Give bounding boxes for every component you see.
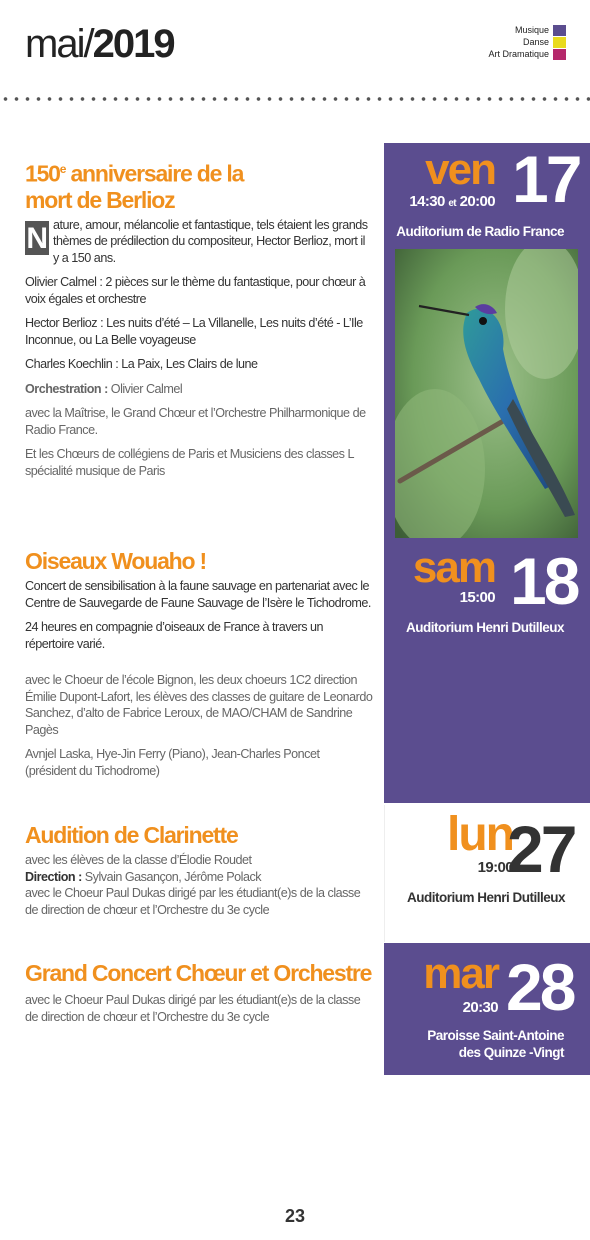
hummingbird-photo xyxy=(395,249,578,538)
program-item: Charles Koechlin : La Paix, Les Clairs de lune xyxy=(25,357,258,372)
event-time: 19:00 xyxy=(477,859,513,876)
event-title: Oiseaux Wouaho ! xyxy=(25,548,207,574)
discipline-legend xyxy=(488,24,566,60)
dotted-divider xyxy=(0,96,590,102)
venue: Auditorium Henri Dutilleux xyxy=(405,620,564,635)
event-title xyxy=(25,156,373,213)
dropcap: N xyxy=(26,221,48,255)
legend-swatch xyxy=(553,37,566,48)
legend-item-music xyxy=(488,24,566,36)
time-sep: et xyxy=(448,198,457,209)
venue: Auditorium Henri Dutilleux xyxy=(406,890,565,905)
event-oiseaux xyxy=(25,548,373,787)
event-intro xyxy=(25,217,373,267)
event-time: 15:00 xyxy=(459,589,495,606)
weekday: lun xyxy=(447,808,513,861)
program-item: Olivier Calmel : 2 pièces sur le thème du fantastique, pour chœur à voix égales et orchestre xyxy=(25,275,366,306)
day-number: 18 xyxy=(510,544,578,618)
program-item: Hector Berlioz : Les nuits d’été – La Villanelle, Les nuits d’été - L’Ile Inconnue, ou La Belle voyageuse xyxy=(25,316,363,347)
month: mai xyxy=(25,22,84,66)
time: 14:30 xyxy=(409,193,445,210)
event-time xyxy=(409,193,495,210)
weekday: sam xyxy=(412,543,495,592)
event-description: 24 heures en compagnie d’oiseaux de France à travers un répertoire varié. xyxy=(25,620,324,651)
orchestration xyxy=(25,381,373,398)
venue xyxy=(427,1027,564,1061)
event-description: Concert de sensibilisation à la faune sauvage en partenariat avec le Centre de Sauvegarde de Faune Sauvage de l’Isère le Tichodrome. xyxy=(25,579,371,610)
intro-text: ature, amour, mélancolie et fantastique, tels étaient les grands thèmes de prédilection du compositeur, Hector Berlioz, mort il y a 150 ans. xyxy=(53,217,368,265)
page-number: 23 xyxy=(284,1206,306,1226)
event-title: Grand Concert Chœur et Orchestre xyxy=(25,960,372,986)
event-title: Audition de Clarinette xyxy=(25,822,238,848)
date-panel-purple-2 xyxy=(384,943,590,1075)
venue-line: des Quinze -Vingt xyxy=(458,1045,564,1060)
title-part: mort de Berlioz xyxy=(25,186,175,213)
title-slash: / xyxy=(83,22,93,66)
weekday: mar xyxy=(423,949,498,998)
venue: Auditorium de Radio France xyxy=(396,224,564,239)
orchestration-value: Olivier Calmel xyxy=(107,381,183,396)
legend-swatch xyxy=(553,49,566,60)
page-title xyxy=(25,22,174,67)
performers: avec le Choeur de l’école Bignon, les deux choeurs 1C2 direction Émilie Dupont-Lafort, les élèves des classes de guitare de Leonardo Sanchez, d’alto de Fabrice Leroux, de MAO/CHAM de Sandrine Pagès xyxy=(25,673,373,737)
performers: Et les Chœurs de collégiens de Paris et Musiciens des classes L spécialité musique de Paris xyxy=(25,447,354,478)
legend-item-dance xyxy=(488,36,566,48)
day-number: 28 xyxy=(506,950,574,1024)
venue-line: Paroisse Saint-Antoine xyxy=(427,1028,564,1043)
event-grand-concert xyxy=(25,960,373,1033)
performers: avec la Maîtrise, le Grand Chœur et l’Orchestre Philharmonique de Radio France. xyxy=(25,406,366,437)
direction xyxy=(25,869,373,886)
orchestration-label: Orchestration : xyxy=(25,381,108,396)
day-number: 27 xyxy=(507,812,575,886)
event-berlioz xyxy=(25,156,373,487)
event-time: 20:30 xyxy=(462,999,498,1016)
direction-value: Sylvain Gasançon, Jérôme Polack xyxy=(81,869,262,884)
legend-label: Art Dramatique xyxy=(488,49,549,59)
title-part: anniversaire de la xyxy=(65,160,244,187)
event-line: avec les élèves de la classe d’Élodie Roudet xyxy=(25,853,252,867)
date-panel-white xyxy=(384,805,590,942)
event-clarinette xyxy=(25,822,373,918)
legend-swatch xyxy=(553,25,566,36)
performers: Avnjel Laska, Hye-Jin Ferry (Piano), Jean-Charles Poncet (président du Tichodrome) xyxy=(25,747,320,778)
legend-item-drama xyxy=(488,48,566,60)
event-line: avec le Choeur Paul Dukas dirigé par les étudiant(e)s de la classe de direction de chœur et l’Orchestre du 3e cycle xyxy=(25,886,361,917)
legend-label: Musique xyxy=(514,25,549,35)
day-number: 17 xyxy=(512,142,580,216)
title-sup: e xyxy=(59,162,66,176)
legend-label: Danse xyxy=(522,37,549,47)
title-part: 150 xyxy=(25,160,60,187)
direction-label: Direction : xyxy=(25,869,82,884)
year: 2019 xyxy=(92,22,174,66)
weekday: ven xyxy=(425,145,495,194)
event-line: avec le Choeur Paul Dukas dirigé par les étudiant(e)s de la classe de direction de chœur et l’Orchestre du 3e cycle xyxy=(25,993,361,1024)
time: 20:00 xyxy=(459,193,495,210)
